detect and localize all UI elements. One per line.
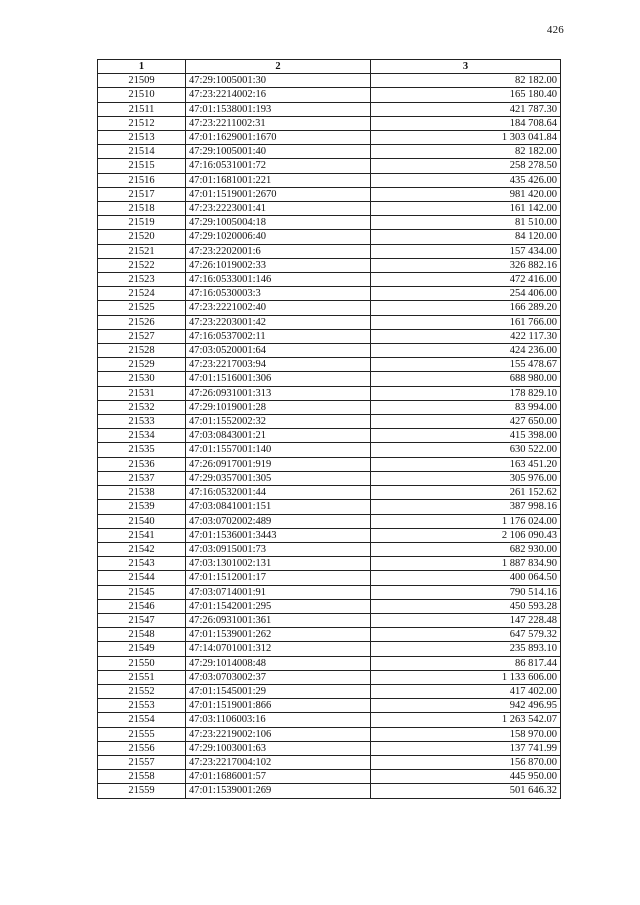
row-number-cell: 21523 bbox=[98, 273, 186, 287]
cadastral-number-cell: 47:01:1516001:306 bbox=[186, 372, 371, 386]
table-row bbox=[98, 755, 561, 769]
table-row bbox=[98, 415, 561, 429]
table-row bbox=[98, 443, 561, 457]
value-cell: 435 426.00 bbox=[371, 173, 561, 187]
value-cell: 161 766.00 bbox=[371, 315, 561, 329]
cadastral-number-cell: 47:03:0841001:151 bbox=[186, 500, 371, 514]
cadastral-number-cell: 47:03:1106003:16 bbox=[186, 713, 371, 727]
cadastral-number-cell: 47:01:1629001:1670 bbox=[186, 131, 371, 145]
value-cell: 156 870.00 bbox=[371, 755, 561, 769]
value-cell: 2 106 090.43 bbox=[371, 528, 561, 542]
table-row bbox=[98, 699, 561, 713]
row-number-cell: 21535 bbox=[98, 443, 186, 457]
value-cell: 942 496.95 bbox=[371, 699, 561, 713]
row-number-cell: 21540 bbox=[98, 514, 186, 528]
cadastral-number-cell: 47:26:0917001:919 bbox=[186, 457, 371, 471]
cadastral-number-cell: 47:23:2214002:16 bbox=[186, 88, 371, 102]
cadastral-number-cell: 47:01:1686001:57 bbox=[186, 770, 371, 784]
table-row bbox=[98, 628, 561, 642]
cadastral-number-cell: 47:03:0703002:37 bbox=[186, 670, 371, 684]
table-row bbox=[98, 542, 561, 556]
value-cell: 147 228.48 bbox=[371, 613, 561, 627]
table-row bbox=[98, 400, 561, 414]
row-number-cell: 21553 bbox=[98, 699, 186, 713]
row-number-cell: 21538 bbox=[98, 486, 186, 500]
value-cell: 155 478.67 bbox=[371, 358, 561, 372]
row-number-cell: 21530 bbox=[98, 372, 186, 386]
value-cell: 422 117.30 bbox=[371, 329, 561, 343]
table-row bbox=[98, 429, 561, 443]
table-row bbox=[98, 500, 561, 514]
cadastral-number-cell: 47:03:0520001:64 bbox=[186, 344, 371, 358]
value-cell: 421 787.30 bbox=[371, 102, 561, 116]
row-number-cell: 21520 bbox=[98, 230, 186, 244]
cadastral-number-cell: 47:23:2217003:94 bbox=[186, 358, 371, 372]
row-number-cell: 21522 bbox=[98, 258, 186, 272]
value-cell: 157 434.00 bbox=[371, 244, 561, 258]
document-table-container bbox=[97, 59, 560, 799]
table-row bbox=[98, 684, 561, 698]
value-cell: 1 263 542.07 bbox=[371, 713, 561, 727]
value-cell: 261 152.62 bbox=[371, 486, 561, 500]
cadastral-number-cell: 47:01:1539001:269 bbox=[186, 784, 371, 798]
row-number-cell: 21515 bbox=[98, 159, 186, 173]
cadastral-number-cell: 47:29:1014008:48 bbox=[186, 656, 371, 670]
table-row bbox=[98, 585, 561, 599]
value-cell: 163 451.20 bbox=[371, 457, 561, 471]
row-number-cell: 21533 bbox=[98, 415, 186, 429]
cadastral-value-table bbox=[97, 59, 561, 799]
cadastral-number-cell: 47:29:1005004:18 bbox=[186, 216, 371, 230]
value-cell: 235 893.10 bbox=[371, 642, 561, 656]
table-row bbox=[98, 230, 561, 244]
cadastral-number-cell: 47:03:0915001:73 bbox=[186, 542, 371, 556]
row-number-cell: 21552 bbox=[98, 684, 186, 698]
table-row bbox=[98, 514, 561, 528]
row-number-cell: 21542 bbox=[98, 542, 186, 556]
value-cell: 417 402.00 bbox=[371, 684, 561, 698]
value-cell: 387 998.16 bbox=[371, 500, 561, 514]
value-cell: 165 180.40 bbox=[371, 88, 561, 102]
value-cell: 424 236.00 bbox=[371, 344, 561, 358]
value-cell: 472 416.00 bbox=[371, 273, 561, 287]
cadastral-number-cell: 47:16:0531001:72 bbox=[186, 159, 371, 173]
value-cell: 84 120.00 bbox=[371, 230, 561, 244]
cadastral-number-cell: 47:01:1519001:2670 bbox=[186, 187, 371, 201]
value-cell: 81 510.00 bbox=[371, 216, 561, 230]
row-number-cell: 21559 bbox=[98, 784, 186, 798]
value-cell: 445 950.00 bbox=[371, 770, 561, 784]
value-cell: 86 817.44 bbox=[371, 656, 561, 670]
table-row bbox=[98, 244, 561, 258]
cadastral-number-cell: 47:29:1005001:30 bbox=[186, 74, 371, 88]
cadastral-number-cell: 47:01:1542001:295 bbox=[186, 599, 371, 613]
table-row bbox=[98, 145, 561, 159]
table-row bbox=[98, 258, 561, 272]
cadastral-number-cell: 47:23:2221002:40 bbox=[186, 301, 371, 315]
cadastral-number-cell: 47:23:2217004:102 bbox=[186, 755, 371, 769]
table-row bbox=[98, 173, 561, 187]
row-number-cell: 21546 bbox=[98, 599, 186, 613]
value-cell: 501 646.32 bbox=[371, 784, 561, 798]
table-row bbox=[98, 187, 561, 201]
table-row bbox=[98, 770, 561, 784]
value-cell: 1 303 041.84 bbox=[371, 131, 561, 145]
table-row bbox=[98, 315, 561, 329]
table-row bbox=[98, 116, 561, 130]
row-number-cell: 21556 bbox=[98, 741, 186, 755]
table-row bbox=[98, 741, 561, 755]
row-number-cell: 21521 bbox=[98, 244, 186, 258]
cadastral-number-cell: 47:23:2211002:31 bbox=[186, 116, 371, 130]
value-cell: 184 708.64 bbox=[371, 116, 561, 130]
table-row bbox=[98, 372, 561, 386]
table-row bbox=[98, 131, 561, 145]
row-number-cell: 21526 bbox=[98, 315, 186, 329]
row-number-cell: 21512 bbox=[98, 116, 186, 130]
value-cell: 83 994.00 bbox=[371, 400, 561, 414]
value-cell: 254 406.00 bbox=[371, 287, 561, 301]
table-row bbox=[98, 159, 561, 173]
row-number-cell: 21527 bbox=[98, 329, 186, 343]
table-row bbox=[98, 613, 561, 627]
table-row bbox=[98, 301, 561, 315]
table-row bbox=[98, 88, 561, 102]
value-cell: 305 976.00 bbox=[371, 471, 561, 485]
value-cell: 630 522.00 bbox=[371, 443, 561, 457]
cadastral-number-cell: 47:03:1301002:131 bbox=[186, 557, 371, 571]
row-number-cell: 21544 bbox=[98, 571, 186, 585]
value-cell: 161 142.00 bbox=[371, 202, 561, 216]
table-row bbox=[98, 642, 561, 656]
row-number-cell: 21531 bbox=[98, 386, 186, 400]
cadastral-number-cell: 47:01:1681001:221 bbox=[186, 173, 371, 187]
value-cell: 82 182.00 bbox=[371, 145, 561, 159]
cadastral-number-cell: 47:23:2219002:106 bbox=[186, 727, 371, 741]
table-row bbox=[98, 329, 561, 343]
cadastral-number-cell: 47:01:1538001:193 bbox=[186, 102, 371, 116]
row-number-cell: 21550 bbox=[98, 656, 186, 670]
value-cell: 790 514.16 bbox=[371, 585, 561, 599]
cadastral-number-cell: 47:03:0702002:489 bbox=[186, 514, 371, 528]
table-body bbox=[98, 74, 561, 798]
table-row bbox=[98, 557, 561, 571]
table-row bbox=[98, 471, 561, 485]
row-number-cell: 21528 bbox=[98, 344, 186, 358]
value-cell: 981 420.00 bbox=[371, 187, 561, 201]
value-cell: 400 064.50 bbox=[371, 571, 561, 585]
column-header-2: 2 bbox=[186, 60, 371, 74]
table-row bbox=[98, 287, 561, 301]
cadastral-number-cell: 47:01:1519001:866 bbox=[186, 699, 371, 713]
table-row bbox=[98, 386, 561, 400]
row-number-cell: 21554 bbox=[98, 713, 186, 727]
value-cell: 1 133 606.00 bbox=[371, 670, 561, 684]
cadastral-number-cell: 47:01:1552002:32 bbox=[186, 415, 371, 429]
value-cell: 688 980.00 bbox=[371, 372, 561, 386]
row-number-cell: 21534 bbox=[98, 429, 186, 443]
cadastral-number-cell: 47:16:0530003:3 bbox=[186, 287, 371, 301]
table-header-row bbox=[98, 60, 561, 74]
cadastral-number-cell: 47:23:2223001:41 bbox=[186, 202, 371, 216]
cadastral-number-cell: 47:23:2202001:6 bbox=[186, 244, 371, 258]
table-row bbox=[98, 486, 561, 500]
row-number-cell: 21537 bbox=[98, 471, 186, 485]
table-header bbox=[98, 60, 561, 74]
row-number-cell: 21514 bbox=[98, 145, 186, 159]
row-number-cell: 21549 bbox=[98, 642, 186, 656]
cadastral-number-cell: 47:29:1005001:40 bbox=[186, 145, 371, 159]
value-cell: 158 970.00 bbox=[371, 727, 561, 741]
row-number-cell: 21519 bbox=[98, 216, 186, 230]
table-row bbox=[98, 273, 561, 287]
row-number-cell: 21509 bbox=[98, 74, 186, 88]
value-cell: 326 882.16 bbox=[371, 258, 561, 272]
row-number-cell: 21547 bbox=[98, 613, 186, 627]
row-number-cell: 21557 bbox=[98, 755, 186, 769]
value-cell: 1 176 024.00 bbox=[371, 514, 561, 528]
table-row bbox=[98, 727, 561, 741]
row-number-cell: 21524 bbox=[98, 287, 186, 301]
row-number-cell: 21516 bbox=[98, 173, 186, 187]
cadastral-number-cell: 47:01:1536001:3443 bbox=[186, 528, 371, 542]
table-row bbox=[98, 670, 561, 684]
cadastral-number-cell: 47:16:0537002:11 bbox=[186, 329, 371, 343]
row-number-cell: 21539 bbox=[98, 500, 186, 514]
table-row bbox=[98, 216, 561, 230]
table-row bbox=[98, 784, 561, 798]
table-row bbox=[98, 344, 561, 358]
cadastral-number-cell: 47:01:1512001:17 bbox=[186, 571, 371, 585]
row-number-cell: 21529 bbox=[98, 358, 186, 372]
cadastral-number-cell: 47:03:0714001:91 bbox=[186, 585, 371, 599]
cadastral-number-cell: 47:23:2203001:42 bbox=[186, 315, 371, 329]
cadastral-number-cell: 47:29:1019001:28 bbox=[186, 400, 371, 414]
table-row bbox=[98, 571, 561, 585]
value-cell: 82 182.00 bbox=[371, 74, 561, 88]
value-cell: 1 887 834.90 bbox=[371, 557, 561, 571]
cadastral-number-cell: 47:26:0931001:313 bbox=[186, 386, 371, 400]
cadastral-number-cell: 47:14:0701001:312 bbox=[186, 642, 371, 656]
row-number-cell: 21555 bbox=[98, 727, 186, 741]
cadastral-number-cell: 47:01:1545001:29 bbox=[186, 684, 371, 698]
cadastral-number-cell: 47:16:0533001:146 bbox=[186, 273, 371, 287]
row-number-cell: 21532 bbox=[98, 400, 186, 414]
row-number-cell: 21541 bbox=[98, 528, 186, 542]
table-row bbox=[98, 457, 561, 471]
table-row bbox=[98, 358, 561, 372]
value-cell: 450 593.28 bbox=[371, 599, 561, 613]
cadastral-number-cell: 47:26:0931001:361 bbox=[186, 613, 371, 627]
table-row bbox=[98, 102, 561, 116]
cadastral-number-cell: 47:16:0532001:44 bbox=[186, 486, 371, 500]
row-number-cell: 21525 bbox=[98, 301, 186, 315]
page-number: 426 bbox=[546, 24, 564, 36]
cadastral-number-cell: 47:29:1020006:40 bbox=[186, 230, 371, 244]
table-row bbox=[98, 713, 561, 727]
cadastral-number-cell: 47:03:0843001:21 bbox=[186, 429, 371, 443]
column-header-1: 1 bbox=[98, 60, 186, 74]
cadastral-number-cell: 47:01:1539001:262 bbox=[186, 628, 371, 642]
value-cell: 178 829.10 bbox=[371, 386, 561, 400]
value-cell: 682 930.00 bbox=[371, 542, 561, 556]
table-row bbox=[98, 74, 561, 88]
value-cell: 137 741.99 bbox=[371, 741, 561, 755]
value-cell: 647 579.32 bbox=[371, 628, 561, 642]
row-number-cell: 21517 bbox=[98, 187, 186, 201]
value-cell: 166 289.20 bbox=[371, 301, 561, 315]
row-number-cell: 21548 bbox=[98, 628, 186, 642]
value-cell: 415 398.00 bbox=[371, 429, 561, 443]
table-row bbox=[98, 656, 561, 670]
row-number-cell: 21558 bbox=[98, 770, 186, 784]
table-row bbox=[98, 528, 561, 542]
row-number-cell: 21510 bbox=[98, 88, 186, 102]
table-row bbox=[98, 202, 561, 216]
value-cell: 258 278.50 bbox=[371, 159, 561, 173]
table-row bbox=[98, 599, 561, 613]
row-number-cell: 21513 bbox=[98, 131, 186, 145]
row-number-cell: 21536 bbox=[98, 457, 186, 471]
cadastral-number-cell: 47:29:1003001:63 bbox=[186, 741, 371, 755]
row-number-cell: 21543 bbox=[98, 557, 186, 571]
column-header-3: 3 bbox=[371, 60, 561, 74]
row-number-cell: 21551 bbox=[98, 670, 186, 684]
row-number-cell: 21518 bbox=[98, 202, 186, 216]
cadastral-number-cell: 47:01:1557001:140 bbox=[186, 443, 371, 457]
row-number-cell: 21545 bbox=[98, 585, 186, 599]
value-cell: 427 650.00 bbox=[371, 415, 561, 429]
cadastral-number-cell: 47:29:0357001:305 bbox=[186, 471, 371, 485]
row-number-cell: 21511 bbox=[98, 102, 186, 116]
cadastral-number-cell: 47:26:1019002:33 bbox=[186, 258, 371, 272]
